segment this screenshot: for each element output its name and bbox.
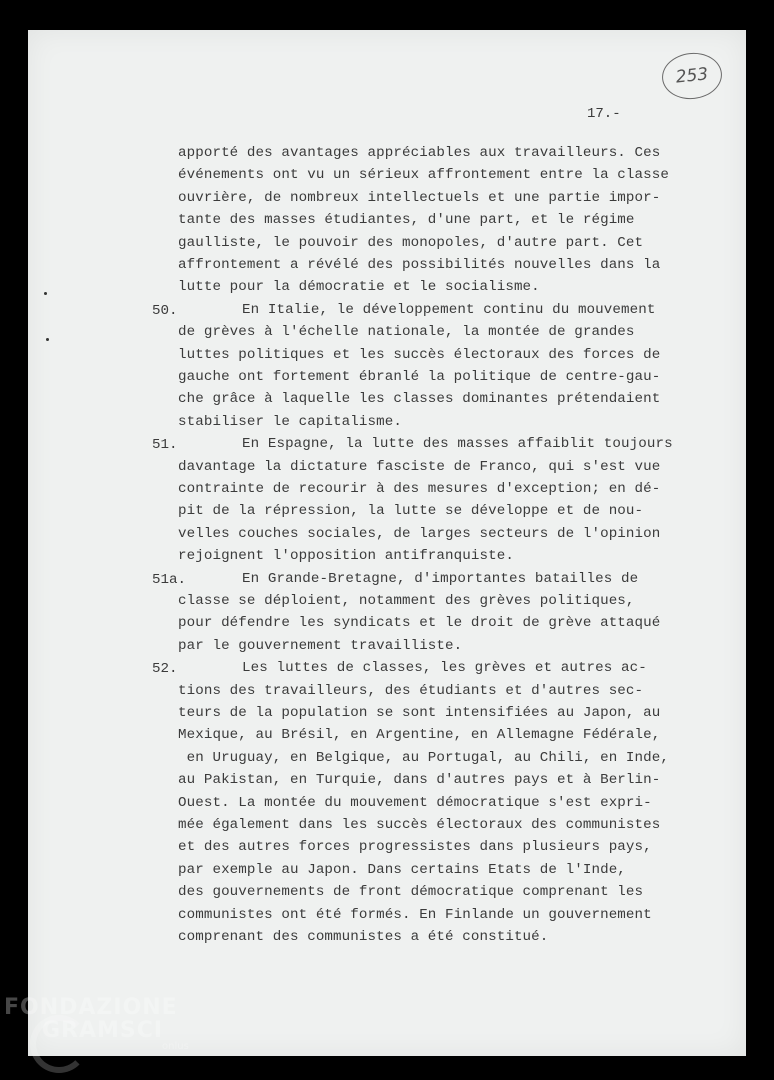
text-line: En Grande-Bretagne, d'importantes batailles de bbox=[242, 571, 639, 587]
text-line: pit de la répression, la lutte se développe et de nou- bbox=[178, 503, 644, 519]
paragraph-number: 51. bbox=[152, 437, 178, 453]
margin-mark bbox=[46, 338, 49, 341]
text-line: et des autres forces progressistes dans plusieurs pays, bbox=[178, 839, 652, 855]
text-line: stabiliser le capitalisme. bbox=[178, 414, 402, 430]
text-line: apporté des avantages appréciables aux travailleurs. Ces bbox=[178, 145, 661, 161]
watermark-line-3: onlus bbox=[162, 1041, 189, 1052]
margin-mark bbox=[44, 292, 47, 295]
text-line: en Uruguay, en Belgique, au Portugal, au Chili, en Inde, bbox=[178, 750, 669, 766]
text-line: En Espagne, la lutte des masses affaiblit toujours bbox=[242, 436, 673, 452]
text-line: tante des masses étudiantes, d'une part, et le régime bbox=[178, 212, 635, 228]
watermark-line-2: GRAMSCI bbox=[42, 1018, 164, 1043]
text-line: ouvrière, de nombreux intellectuels et une partie impor- bbox=[178, 190, 661, 206]
text-line: des gouvernements de front démocratique comprenant les bbox=[178, 884, 644, 900]
text-line: velles couches sociales, de larges secteurs de l'opinion bbox=[178, 526, 661, 542]
paragraph-number: 50. bbox=[152, 303, 178, 319]
text-line: au Pakistan, en Turquie, dans d'autres pays et à Berlin- bbox=[178, 772, 661, 788]
watermark bbox=[4, 995, 189, 1052]
archive-stamp-number: 253 bbox=[674, 64, 710, 88]
text-line: lutte pour la démocratie et le socialisme. bbox=[178, 279, 540, 295]
text-line: Ouest. La montée du mouvement démocratique s'est expri- bbox=[178, 795, 652, 811]
text-line: luttes politiques et les succès électoraux des forces de bbox=[178, 347, 661, 363]
page-number: 17.- bbox=[587, 106, 621, 122]
text-line: par le gouvernement travailliste. bbox=[178, 638, 463, 654]
document-page bbox=[28, 30, 746, 1056]
text-line: communistes ont été formés. En Finlande un gouvernement bbox=[178, 907, 652, 923]
text-line: rejoignent l'opposition antifranquiste. bbox=[178, 548, 514, 564]
text-line: Les luttes de classes, les grèves et autres ac- bbox=[242, 660, 647, 676]
text-line: Mexique, au Brésil, en Argentine, en Allemagne Fédérale, bbox=[178, 727, 661, 743]
text-line: davantage la dictature fasciste de Franco, qui s'est vue bbox=[178, 459, 661, 475]
paragraph-number: 52. bbox=[152, 661, 178, 677]
text-line: pour défendre les syndicats et le droit de grève attaqué bbox=[178, 615, 661, 631]
text-line: contrainte de recourir à des mesures d'exception; en dé- bbox=[178, 481, 661, 497]
paragraph-number: 51a. bbox=[152, 572, 187, 588]
text-line: che grâce à laquelle les classes dominantes prétendaient bbox=[178, 391, 661, 407]
text-line: de grèves à l'échelle nationale, la montée de grandes bbox=[178, 324, 635, 340]
watermark-line-1: FONDAZIONE bbox=[4, 995, 178, 1020]
text-line: classe se déploient, notamment des grèves politiques, bbox=[178, 593, 635, 609]
text-line: par exemple au Japon. Dans certains Etats de l'Inde, bbox=[178, 862, 626, 878]
text-line: En Italie, le développement continu du mouvement bbox=[242, 302, 656, 318]
text-line: événements ont vu un sérieux affrontement entre la classe bbox=[178, 167, 669, 183]
text-line: affrontement a révélé des possibilités nouvelles dans la bbox=[178, 257, 661, 273]
text-line: teurs de la population se sont intensifiées au Japon, au bbox=[178, 705, 661, 721]
text-line: comprenant des communistes a été constitué. bbox=[178, 929, 549, 945]
text-line: gauche ont fortement ébranlé la politique de centre-gau- bbox=[178, 369, 661, 385]
text-line: tions des travailleurs, des étudiants et d'autres sec- bbox=[178, 683, 644, 699]
text-line: gaulliste, le pouvoir des monopoles, d'autre part. Cet bbox=[178, 235, 644, 251]
text-line: mée également dans les succès électoraux des communistes bbox=[178, 817, 661, 833]
